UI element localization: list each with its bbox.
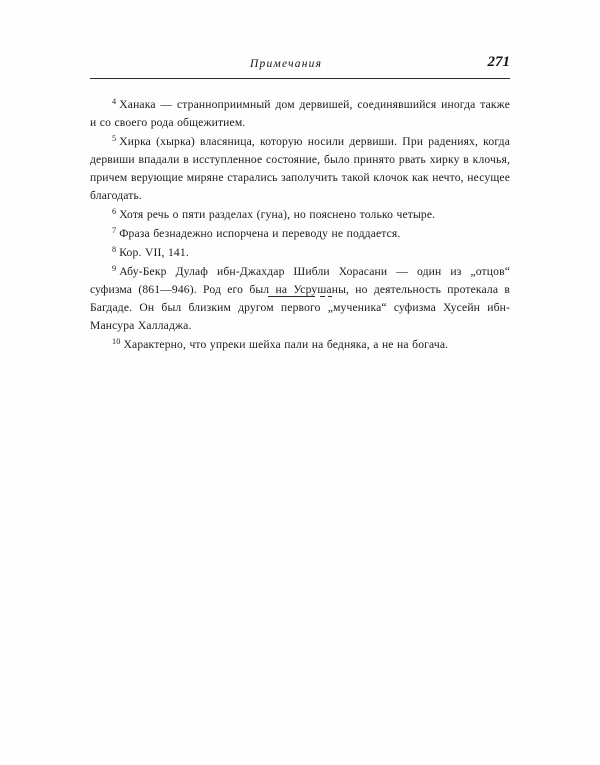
note-text: Характерно, что упреки шейха пали на бедняка, а не на богача. [123, 337, 449, 351]
note-text: Кор. VII, 141. [119, 245, 189, 259]
page-number: 271 [487, 54, 510, 70]
note-text: Хотя речь о пяти разделах (гуна), но пояснено только четыре. [119, 207, 436, 221]
note-item [90, 336, 510, 354]
note-item [90, 96, 510, 132]
page-header [90, 54, 510, 80]
note-text: Хирка (хырка) власяница, которую носили дервиши. При радениях, когда дервиши впадали в исступленное состояние, было принято рвать хирку в клочья, причем верующие миряне старались заполучить такой клочок как нечто, несущее благодать. [90, 134, 510, 202]
running-head-title: Примечания [250, 58, 323, 70]
header-rule [90, 78, 510, 79]
note-item [90, 133, 510, 205]
note-text: Абу-Бекр Дулаф ибн-Джахдар Шибли Хорасани — один из „отцов“ суфизма (861—946). Род его был на Усрушаны, но деятельность протекала в Багдаде. Он был близким другом первого „мученика“ суфизма Хусейн ибн-Мансура Халладжа. [90, 264, 510, 332]
note-item [90, 225, 510, 243]
note-item [90, 206, 510, 224]
note-marker: 6 [112, 206, 117, 216]
note-marker: 9 [112, 263, 117, 273]
section-divider-icon [268, 296, 332, 297]
note-item [90, 244, 510, 262]
note-marker: 10 [112, 336, 121, 346]
notes-list [90, 96, 510, 355]
note-marker: 8 [112, 244, 117, 254]
note-marker: 7 [112, 225, 117, 235]
divider-dash [328, 296, 332, 297]
note-marker: 5 [112, 133, 117, 143]
divider-dash [268, 296, 315, 297]
note-marker: 4 [112, 97, 117, 106]
note-text: Фраза безнадежно испорчена и переводу не поддается. [119, 226, 401, 240]
note-text: Ханака — странноприимный дом дервишей, соединявшийся иногда также и со своего рода общежитием. [90, 98, 510, 129]
divider-dash [320, 296, 325, 297]
note-item [90, 263, 510, 335]
